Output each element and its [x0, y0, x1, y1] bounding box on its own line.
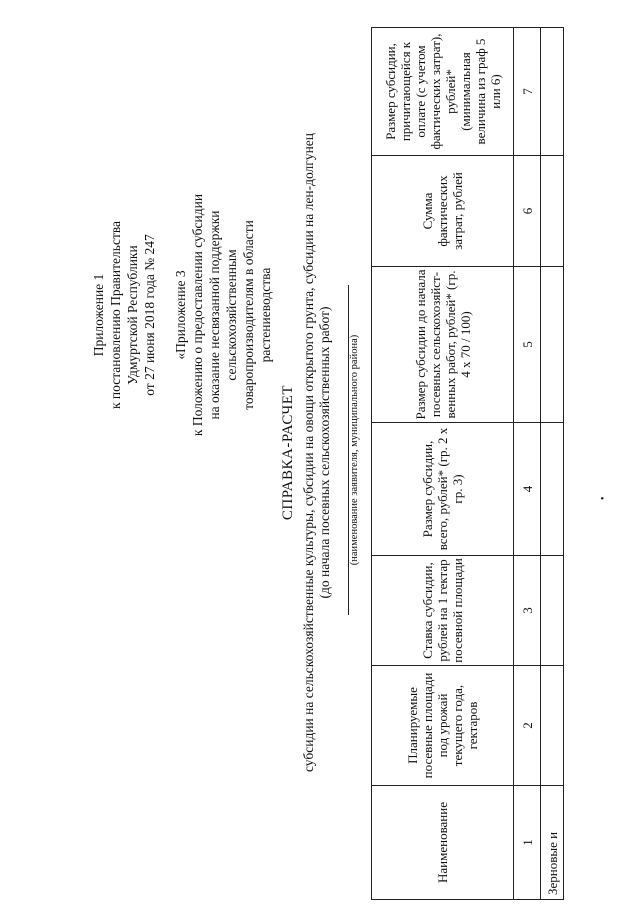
header-cell: Планируемые посевные площади под урожай текущего года, гектаров [372, 666, 514, 786]
header-cell: Размер субсидии, причитающейся к оплате (с учетом фактических затрат), рублей* (минимальная величина из граф 5 или 6) [372, 28, 514, 156]
appendix-1-line: от 27 июня 2018 года № 247 [142, 234, 157, 396]
table-cell [541, 556, 564, 666]
appendix-3-line: сельскохозяйственным [224, 249, 239, 381]
column-number-cell: 4 [514, 423, 541, 556]
table-cell [541, 267, 564, 423]
appendix-3-line: «Приложение 3 [173, 270, 188, 360]
header-cell: Размер субсидии до начала посевных сельскохозяйст-венных работ, рублей* (гр. 4 х 70 / 100) [372, 267, 514, 423]
subtitle-line-1: субсидии на сельскохозяйственные культуры, субсидии на овощи открытого грунта, субсидии на лен-долгунец [301, 132, 316, 773]
appendix-1-line: к постановлению Правительства [108, 220, 123, 410]
table-cell [541, 28, 564, 156]
row-name-cell: Зерновые и [541, 786, 564, 900]
header-cell: Наименование [372, 786, 514, 900]
column-number-cell: 2 [514, 666, 541, 786]
column-number-cell: 1 [514, 786, 541, 900]
appendix-3-line: на оказание несвязанной поддержки [207, 210, 222, 420]
header-cell: Размер субсидии, всего, рублей* (гр. 2 х гр. 3) [372, 423, 514, 556]
header-cell: Ставка субсидии, рублей на 1 гектар посевной площади [372, 556, 514, 666]
table-header-row [372, 28, 514, 900]
table-cell [541, 156, 564, 267]
subtitle-line-2: (до начала посевных сельскохозяйственных работ) [317, 306, 332, 599]
appendix-1-line: Приложение 1 [91, 273, 106, 357]
appendix-1-block [90, 165, 158, 465]
applicant-caption: (наименование заявителя, муниципального района) [349, 334, 360, 566]
column-number-cell: 6 [514, 156, 541, 267]
calculation-table [371, 27, 564, 900]
appendix-3-line: к Положению о предоставлении субсидии [190, 193, 205, 437]
appendix-3-line: товаропроизводителям в области [241, 220, 256, 410]
column-number-cell: 7 [514, 28, 541, 156]
table-row [541, 28, 564, 900]
scan-dot-mark: • [598, 496, 609, 500]
table-cell [541, 666, 564, 786]
appendix-3-line: растениеводства [258, 267, 273, 363]
column-number-row [514, 28, 541, 900]
appendix-1-line: Удмуртской Республики [125, 245, 140, 385]
header-cell: Сумма фактических затрат, рублей [372, 156, 514, 267]
page-title: СПРАВКА-РАСЧЕТ [280, 384, 296, 521]
column-number-cell: 5 [514, 267, 541, 423]
table-cell [541, 423, 564, 556]
column-number-cell: 3 [514, 556, 541, 666]
appendix-3-block [172, 165, 274, 465]
